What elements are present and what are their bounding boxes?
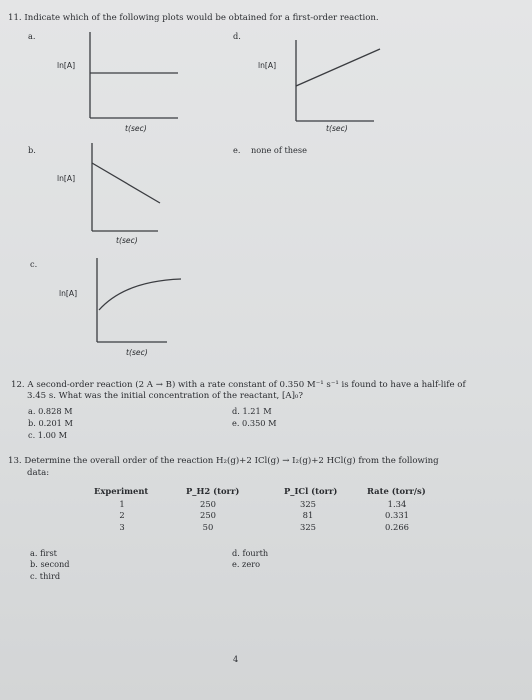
table-header-p-icl: P_ICl (torr) <box>284 486 338 496</box>
plot-b-x-label: t(sec) <box>116 236 138 245</box>
question-11-text: 11. Indicate which of the following plots would be obtained for a first-order reaction. <box>8 13 379 23</box>
plot-c <box>95 258 195 348</box>
q11-option-d-letter: d. <box>233 31 241 41</box>
question-12-line-2: 3.45 s. What was the initial concentration of the reactant, [A]₀? <box>27 391 303 401</box>
q13-option-a: a. first <box>30 548 57 558</box>
table-cell-rate-1: 1.34 <box>387 499 407 509</box>
plot-d-x-label: t(sec) <box>326 124 348 133</box>
plot-d <box>294 40 394 126</box>
q11-option-e-text: none of these <box>251 145 307 155</box>
q11-option-b-letter: b. <box>28 145 36 155</box>
plot-c-x-label: t(sec) <box>126 348 148 357</box>
table-header-experiment: Experiment <box>94 486 149 496</box>
plot-a-x-label: t(sec) <box>125 124 147 133</box>
plot-d-curve-increasing <box>296 49 380 86</box>
q11-option-e-letter: e. <box>233 145 241 155</box>
page-number: 4 <box>233 654 239 664</box>
q12-option-d: d. 1.21 M <box>232 406 272 416</box>
table-cell-picl-1: 325 <box>300 499 316 509</box>
q13-option-c: c. third <box>30 571 61 581</box>
table-cell-rate-3: 0.266 <box>385 522 409 532</box>
plot-b <box>90 143 180 233</box>
q13-option-e: e. zero <box>232 559 261 569</box>
table-cell-ph2-3: 50 <box>202 522 214 532</box>
q12-option-e: e. 0.350 M <box>232 418 277 428</box>
question-12-line-1: 12. A second-order reaction (2 A → B) with a rate constant of 0.350 M⁻¹ s⁻¹ is found to have a half-life of <box>11 380 466 390</box>
q12-option-a: a. 0.828 M <box>28 406 73 416</box>
plot-c-y-label: ln[A] <box>59 289 78 298</box>
q11-option-c-letter: c. <box>30 259 38 269</box>
q11-option-a-letter: a. <box>28 31 36 41</box>
q12-option-c: c. 1.00 M <box>28 430 68 440</box>
plot-a <box>88 32 188 122</box>
table-cell-rate-2: 0.331 <box>385 510 409 520</box>
plot-a-y-label: ln[A] <box>57 61 76 70</box>
table-cell-picl-3: 325 <box>300 522 316 532</box>
table-cell-ph2-2: 250 <box>200 510 216 520</box>
table-cell-exp-3: 3 <box>119 522 125 532</box>
q12-option-b: b. 0.201 M <box>28 418 73 428</box>
table-cell-ph2-1: 250 <box>200 499 216 509</box>
q13-option-d: d. fourth <box>232 548 269 558</box>
plot-c-curve <box>99 279 181 310</box>
table-cell-exp-2: 2 <box>119 510 125 520</box>
table-cell-exp-1: 1 <box>119 499 125 509</box>
question-13-line-1: 13. Determine the overall order of the reaction H₂(g)+2 ICl(g) → I₂(g)+2 HCl(g) from the following <box>8 456 439 466</box>
plot-d-y-label: ln[A] <box>258 61 277 70</box>
plot-b-y-label: ln[A] <box>57 174 76 183</box>
plot-b-curve-decreasing <box>92 163 160 203</box>
question-13-line-2: data: <box>27 468 50 478</box>
table-header-rate: Rate (torr/s) <box>367 486 426 496</box>
table-cell-picl-2: 81 <box>302 510 314 520</box>
q13-option-b: b. second <box>30 559 70 569</box>
table-header-p-h2: P_H2 (torr) <box>186 486 240 496</box>
